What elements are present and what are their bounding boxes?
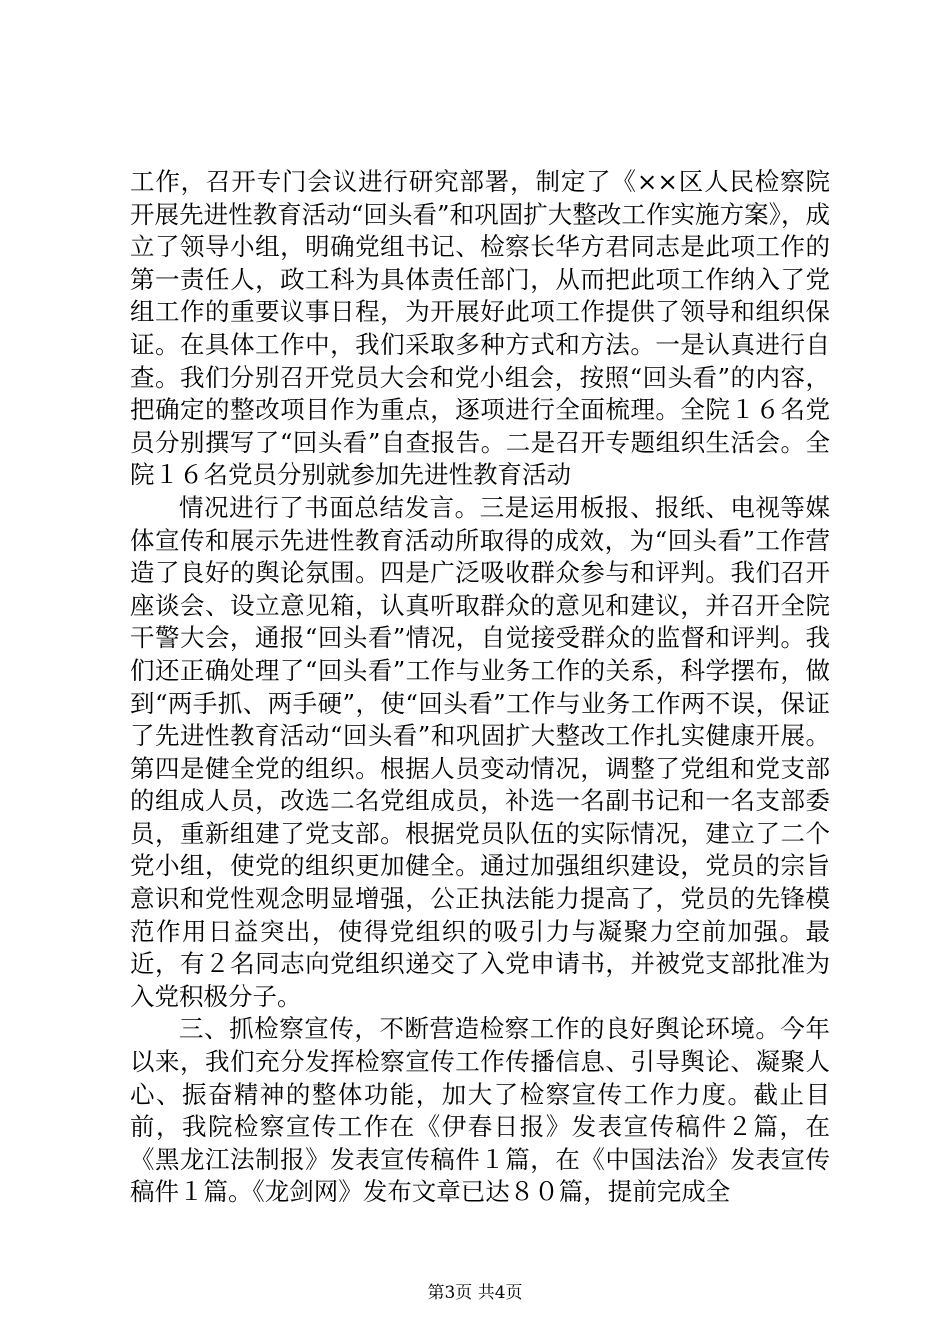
paragraph-3: 三、抓检察宣传，不断营造检察工作的良好舆论环境。今年以来，我们充分发挥检察宣传工作传播信息、引导舆论、凝聚人心、振奋精神的整体功能，加大了检察宣传工作力度。截止目前，我院检察宣传工作在《伊春日报》发表宣传稿件２篇，在《黑龙江法制报》发表宣传稿件１篇，在《中国法治》发表宣传稿件１篇。《龙剑网》发布文章已达８０篇，提前完成全 <box>130 1014 830 1207</box>
page-number: 第3页 共4页 <box>427 1283 523 1303</box>
paragraph-1: 工作，召开专门会议进行研究部署，制定了《××区人民检察院开展先进性教育活动“回头看”和巩固扩大整改工作实施方案》，成立了领导小组，明确党组书记、检察长华方君同志是此项工作的第一责任人，政工科为具体责任部门，从而把此项工作纳入了党组工作的重要议事日程，为开展好此项工作提供了领导和组织保证。在具体工作中，我们采取多种方式和方法。一是认真进行自查。我们分别召开党员大会和党小组会，按照“回头看”的内容，把确定的整改项目作为重点，逐项进行全面梳理。全院１６名党员分别撰写了“回头看”自查报告。二是召开专题组织生活会。全院１６名党员分别就参加先进性教育活动 <box>130 167 830 490</box>
document-body <box>130 166 830 1209</box>
paragraph-2: 情况进行了书面总结发言。三是运用板报、报纸、电视等媒体宣传和展示先进性教育活动所取得的成效，为“回头看”工作营造了良好的舆论氛围。四是广泛吸收群众参与和评判。我们召开座谈会、设立意见箱，认真听取群众的意见和建议，并召开全院干警大会，通报“回头看”情况，自觉接受群众的监督和评判。我们还正确处理了“回头看”工作与业务工作的关系，科学摆布，做到“两手抓、两手硬”，使“回头看”工作与业务工作两不误，保证了先进性教育活动“回头看”和巩固扩大整改工作扎实健康开展。第四是健全党的组织。根据人员变动情况，调整了党组和党支部的组成人员，改选二名党组成员，补选一名副书记和一名支部委员，重新组建了党支部。根据党员队伍的实际情况，建立了二个党小组，使党的组织更加健全。通过加强组织建设，党员的宗旨意识和党性观念明显增强，公正执法能力提高了，党员的先锋模范作用日益突出，使得党组织的吸引力与凝聚力空前加强。最近，有２名同志向党组织递交了入党申请书，并被党支部批准为入党积极分子。 <box>130 492 830 1011</box>
page-number-footer <box>0 1282 950 1304</box>
